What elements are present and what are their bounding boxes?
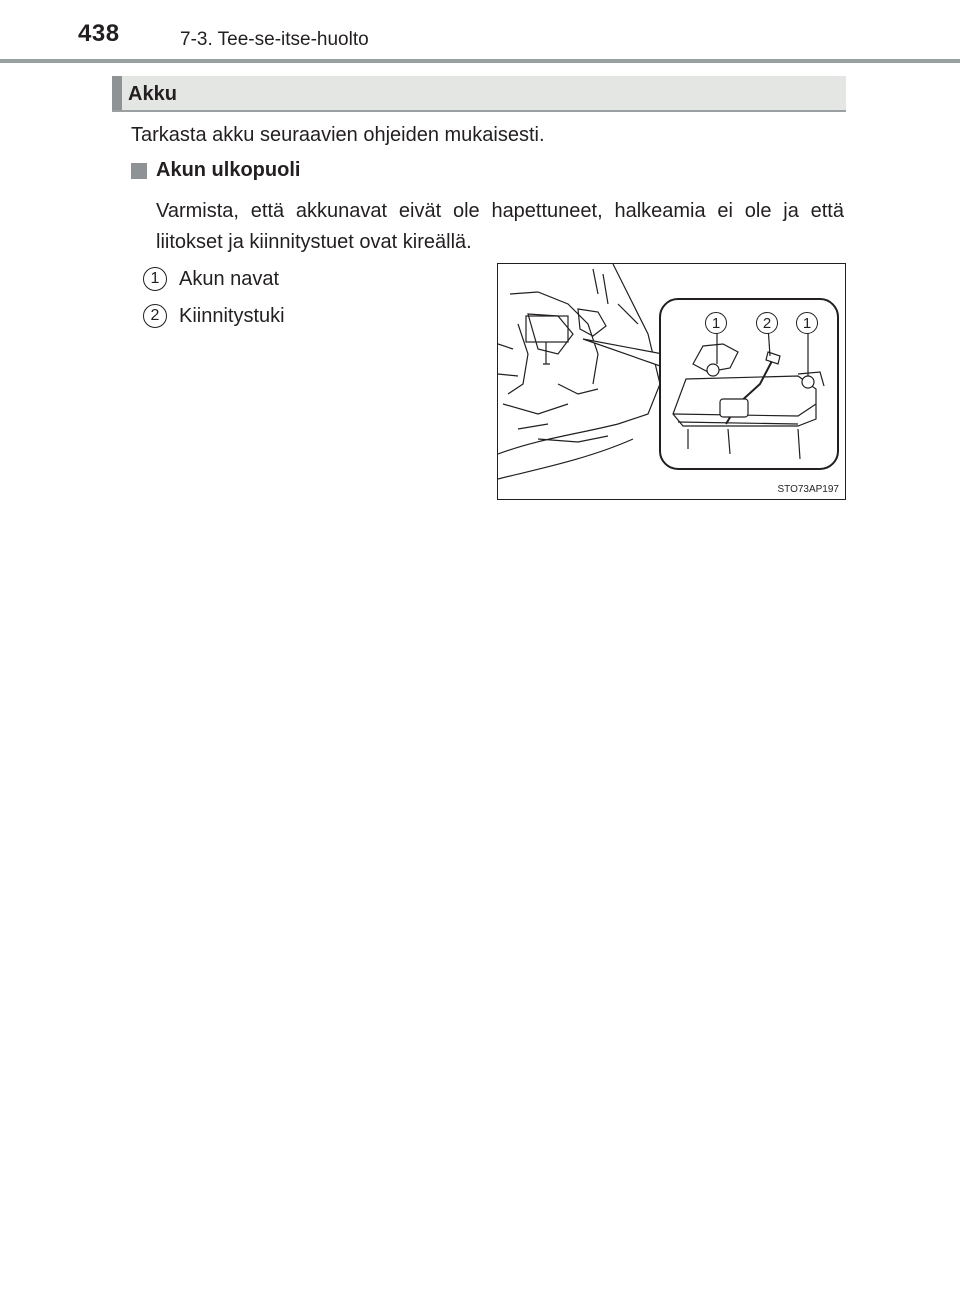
legend-item-bracket: [143, 303, 285, 329]
callout-bracket: 2: [756, 312, 778, 334]
subsection-title: Akun ulkopuoli: [156, 159, 301, 181]
legend-number: 2: [143, 304, 167, 328]
callout-terminal-right: 1: [796, 312, 818, 334]
section-bar: [112, 76, 846, 112]
legend-number: 1: [143, 267, 167, 291]
legend-label: Akun navat: [179, 267, 280, 290]
legend-item-terminals: [143, 266, 279, 292]
figure-code: STO73AP197: [777, 484, 839, 495]
section-intro: Tarkasta akku seuraavien ohjeiden mukaisesti.: [131, 124, 545, 146]
battery-figure: [497, 263, 846, 500]
subsection-body: Varmista, että akkunavat eivät ole hapettuneet, halkeamia ei ole ja että liitokset ja kiinnitystuet ovat kireällä.: [156, 200, 844, 253]
chapter-title: 7-3. Tee-se-itse-huolto: [180, 29, 369, 50]
callout-terminal-left: 1: [705, 312, 727, 334]
page-number: 438: [78, 20, 120, 47]
engine-bay-illustration: [498, 264, 846, 500]
section-title: Akku: [128, 83, 177, 105]
section-bar-accent: [112, 76, 122, 110]
header-rule: [0, 59, 960, 63]
legend-label: Kiinnitystuki: [179, 304, 285, 327]
square-bullet-icon: [131, 163, 147, 179]
